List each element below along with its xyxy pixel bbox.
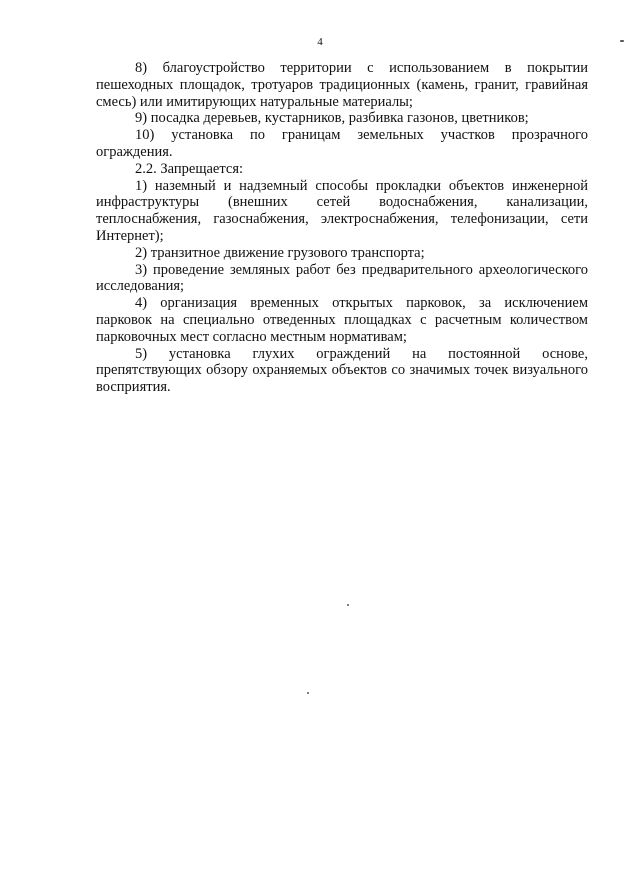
scan-speck — [620, 40, 624, 42]
scan-speck — [347, 604, 349, 606]
list-item-10-fencing: 10) установка по границам земельных участков прозрачного ограждения. — [96, 127, 588, 160]
page-number: 4 — [317, 36, 323, 48]
prohibited-item-4-parking: 4) организация временных открытых парковок, за исключением парковок на специально отведенных площадках с расчетным количеством парковочных мест согласно местным нормативам; — [96, 295, 588, 345]
scan-speck — [307, 692, 309, 694]
section-heading-prohibited: 2.2. Запрещается: — [135, 160, 244, 177]
prohibited-item-3-earthworks: 3) проведение земляных работ без предварительного археологического исследования; — [96, 261, 588, 295]
list-item-9-planting: 9) посадка деревьев, кустарников, разбивка газонов, цветников; — [135, 110, 529, 127]
list-item-8-landscaping: 8) благоустройство территории с использованием в покрытии пешеходных площадок, тротуаров традиционных (камень, гранит, гравийная смесь) или имитирующих натуральные материалы; — [96, 60, 588, 110]
prohibited-item-1-infrastructure: 1) наземный и надземный способы прокладки объектов инженерной инфраструктуры (внешних сетей водоснабжения, канализации, теплоснабжения, газоснабжения, электроснабжения, телефонизации, сети Интернет); — [96, 177, 588, 244]
document-body — [96, 60, 588, 396]
prohibited-item-2-transit: 2) транзитное движение грузового транспорта; — [135, 244, 425, 261]
prohibited-item-5-solid-fences: 5) установка глухих ограждений на постоянной основе, препятствующих обзору охраняемых объектов со значимых точек визуального восприятия. — [96, 345, 588, 396]
